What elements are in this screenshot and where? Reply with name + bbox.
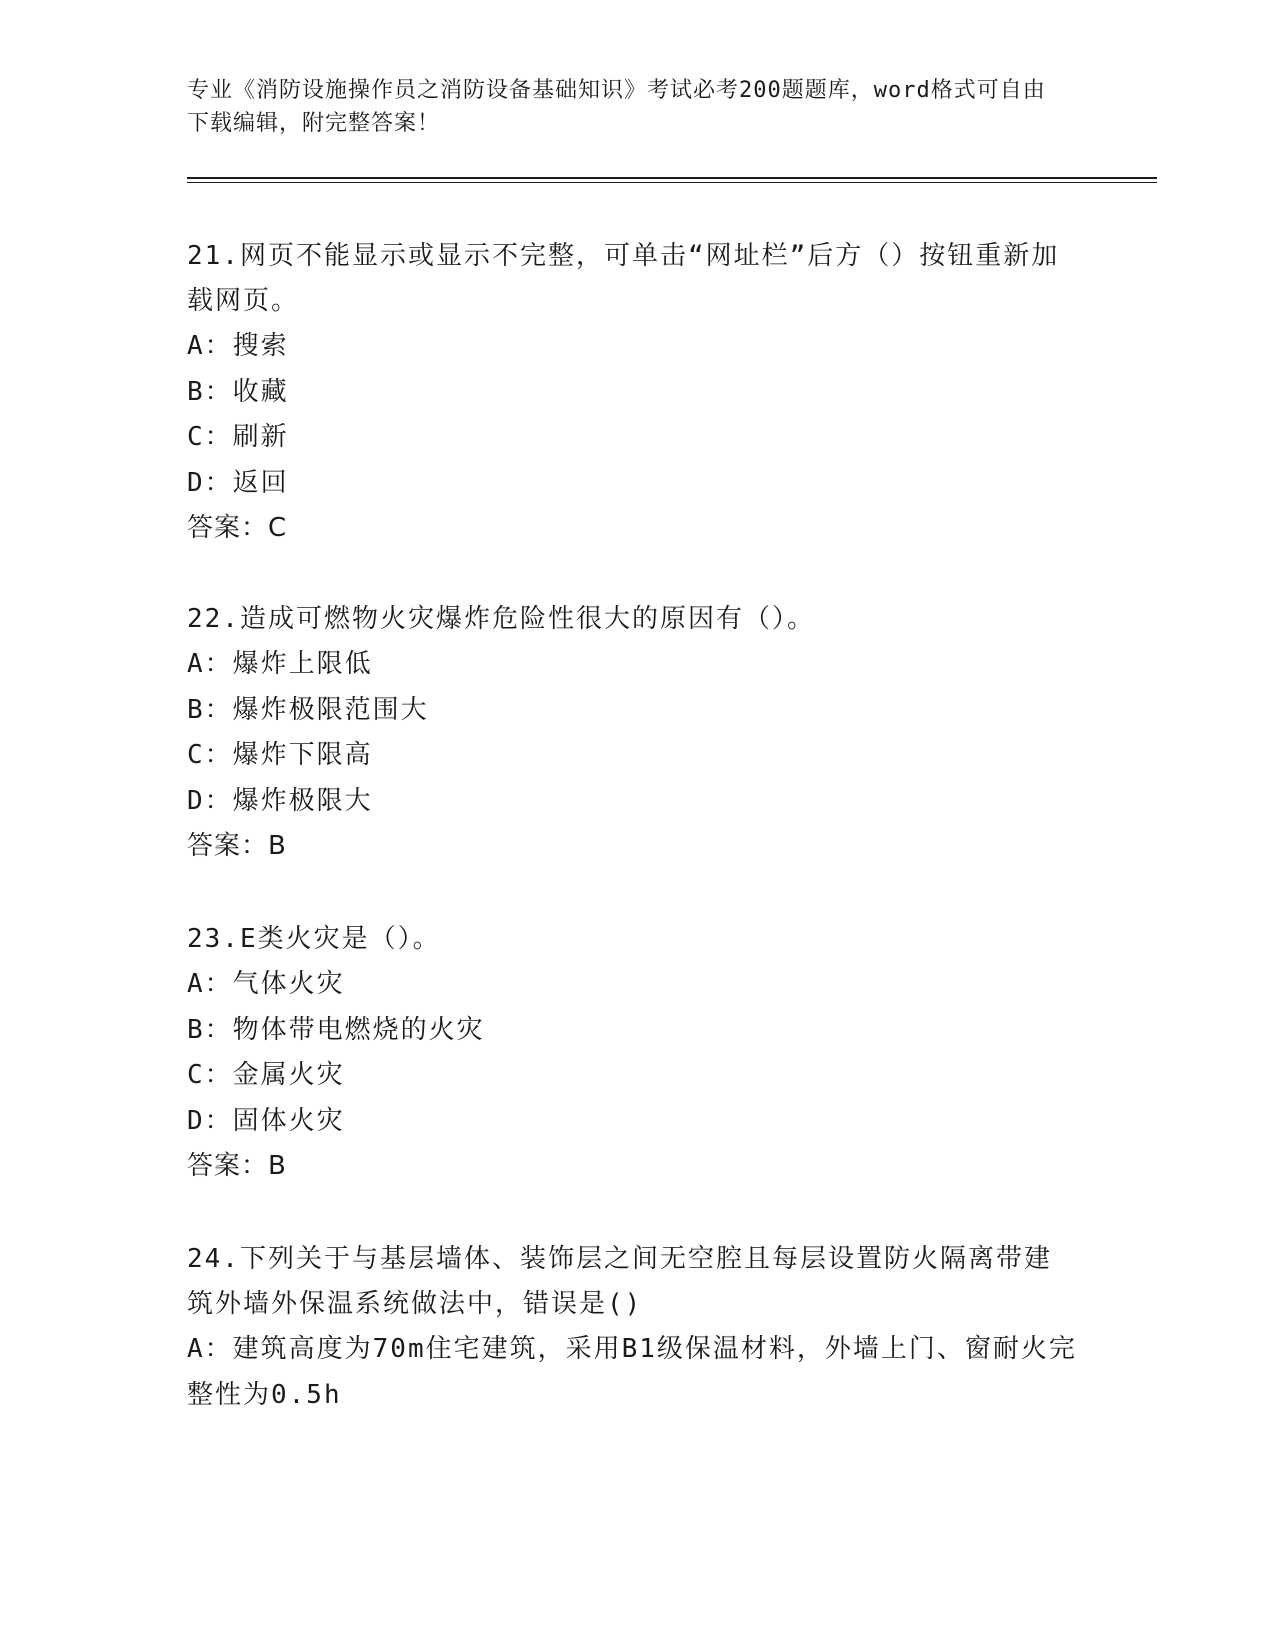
document-header — [187, 74, 1067, 140]
question-21 — [187, 234, 1077, 552]
answer-line: 答案：B — [187, 1151, 287, 1181]
answer-line: 答案：C — [187, 513, 288, 543]
header-divider-thick — [187, 177, 1157, 179]
question-stem: 21.网页不能显示或显示不完整，可单击“网址栏”后方（）按钮重新加载网页。 — [187, 241, 1060, 316]
question-stem: 24.下列关于与基层墙体、装饰层之间无空腔且每层设置防火隔离带建筑外墙外保温系统做法中，错误是() — [187, 1244, 1052, 1319]
option-d: D：返回 — [187, 467, 289, 498]
answer-line: 答案：B — [187, 831, 287, 861]
option-c: C：刷新 — [187, 422, 289, 452]
option-c: C：爆炸下限高 — [187, 740, 373, 770]
option-a: A：搜索 — [187, 331, 289, 361]
option-a: A：气体火灾 — [187, 969, 345, 999]
option-d: D：爆炸极限大 — [187, 785, 373, 816]
question-24 — [187, 1237, 1077, 1418]
header-intro-text: 专业《消防设施操作员之消防设备基础知识》考试必考200题题库，word格式可自由下载编辑，附完整答案！ — [187, 78, 1046, 136]
option-b: B：爆炸极限范围大 — [187, 694, 429, 725]
option-b: B：收藏 — [187, 376, 289, 407]
question-stem: 23.E类火灾是（）。 — [187, 924, 441, 954]
question-23 — [187, 917, 1077, 1190]
option-a: A：爆炸上限低 — [187, 649, 373, 679]
option-b: B：物体带电燃烧的火灾 — [187, 1014, 485, 1045]
header-divider-thin — [187, 182, 1157, 183]
option-d: D：固体火灾 — [187, 1105, 345, 1136]
option-a: A：建筑高度为70m住宅建筑，采用B1级保温材料，外墙上门、窗耐火完整性为0.5h — [187, 1334, 1077, 1410]
question-stem: 22.造成可燃物火灾爆炸危险性很大的原因有（）。 — [187, 604, 815, 634]
question-22 — [187, 597, 1077, 870]
option-c: C：金属火灾 — [187, 1060, 345, 1090]
